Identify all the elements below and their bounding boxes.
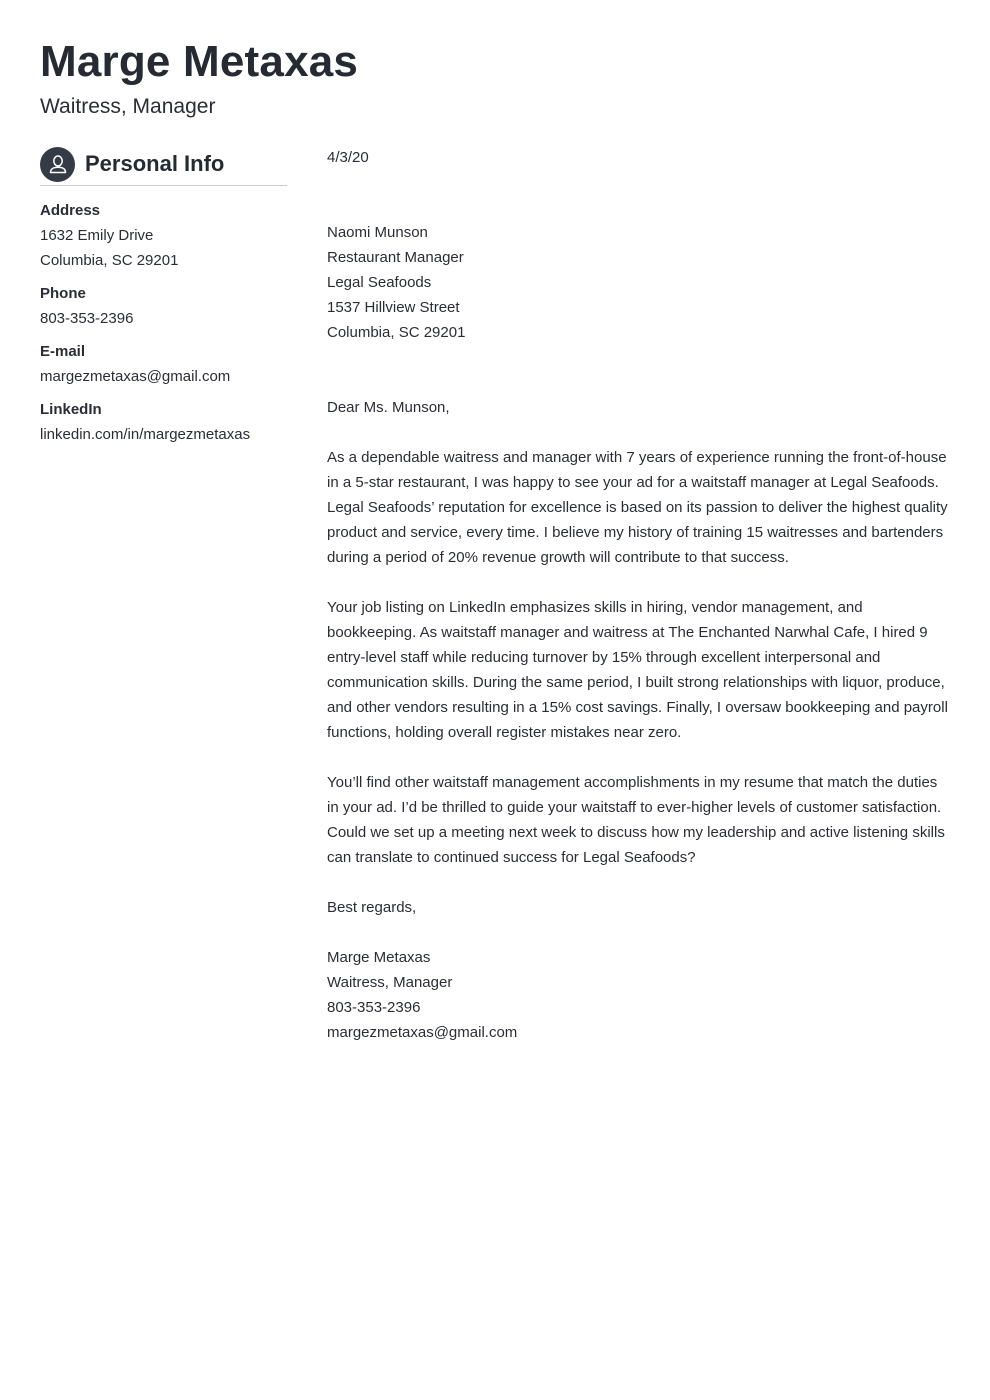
applicant-role: Waitress, Manager — [40, 95, 216, 118]
letter-body — [327, 145, 952, 1045]
signature-name: Marge Metaxas — [327, 949, 431, 966]
recipient-title: Restaurant Manager — [327, 249, 464, 266]
personal-info-header — [40, 146, 287, 186]
phone-value: 803-353-2396 — [40, 310, 134, 327]
salutation: Dear Ms. Munson, — [327, 399, 450, 416]
linkedin-value: linkedin.com/in/margezmetaxas — [40, 426, 251, 443]
address-label: Address — [40, 202, 101, 219]
section-title: Personal Info — [85, 151, 225, 176]
signature-block — [327, 945, 952, 1045]
recipient-block — [327, 220, 952, 345]
email-label: E-mail — [40, 343, 86, 360]
signature-phone: 803-353-2396 — [327, 999, 421, 1016]
recipient-name: Naomi Munson — [327, 224, 428, 241]
phone-label: Phone — [40, 285, 86, 302]
sidebar — [40, 146, 287, 447]
signature-email: margezmetaxas@gmail.com — [327, 1024, 518, 1041]
address-line-2: Columbia, SC 29201 — [40, 252, 179, 269]
linkedin-label: LinkedIn — [40, 401, 102, 418]
body-paragraph: Your job listing on LinkedIn emphasizes skills in hiring, vendor management, and bookkeeping. As waitstaff manager and waitress at The Enchanted Narwhal Cafe, I hired 9 entry-level staff while reducing turnover by 15% through excellent interpersonal and communication skills. During the same period, I built strong relationships with liquor, produce, and other vendors resulting in a 15% cost savings. Finally, I oversaw bookkeeping and payroll functions, holding overall register mistakes near zero. — [327, 599, 948, 741]
personal-info-list — [40, 198, 287, 447]
applicant-name: Marge Metaxas — [40, 37, 359, 86]
letter-date: 4/3/20 — [327, 149, 369, 166]
body-paragraph: You’ll find other waitstaff management accomplishments in my resume that match the duties in your ad. I’d be thrilled to guide your waitstaff to ever-higher levels of customer satisfaction. Could we set up a meeting next week to discuss how my leadership and active listening skills can translate to continued success for Legal Seafoods? — [327, 774, 945, 866]
address-line-1: 1632 Emily Drive — [40, 227, 154, 244]
body-paragraph: As a dependable waitress and manager with 7 years of experience running the front-of-house in a 5-star restaurant, I was happy to see your ad for a waitstaff manager at Legal Seafoods. Legal Seafoods’ reputation for excellence is based on its passion to deliver the highest quality product and service, every time. I believe my history of training 15 waitresses and bartenders during a period of 20% revenue growth will contribute to that success. — [327, 449, 948, 566]
closing: Best regards, — [327, 899, 417, 916]
recipient-company: Legal Seafoods — [327, 274, 432, 291]
recipient-city: Columbia, SC 29201 — [327, 324, 466, 341]
recipient-street: 1537 Hillview Street — [327, 299, 460, 316]
user-icon — [40, 147, 75, 182]
signature-role: Waitress, Manager — [327, 974, 453, 991]
email-value: margezmetaxas@gmail.com — [40, 368, 231, 385]
